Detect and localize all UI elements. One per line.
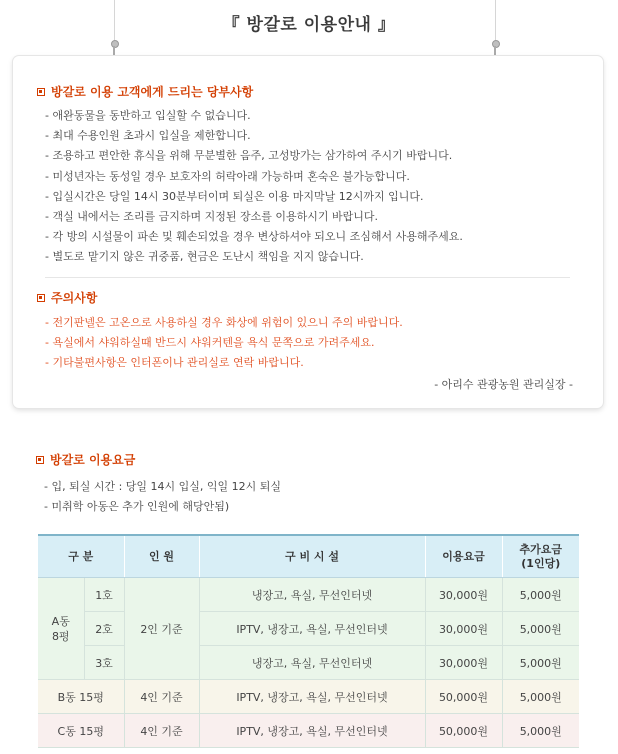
extra-cell: 5,000원 <box>502 578 579 612</box>
fee-cell: 30,000원 <box>425 578 502 612</box>
room-cell: 2호 <box>84 612 124 646</box>
table-header-row <box>38 535 579 578</box>
group-a-line2: 8평 <box>51 629 70 643</box>
extra-cell: 5,000원 <box>502 646 579 680</box>
list-item: - 별도로 맡기지 않은 귀중품, 현금은 도난시 책임을 지지 않습니다. <box>45 250 364 264</box>
square-bullet-icon <box>37 88 45 96</box>
fee-heading <box>36 451 135 468</box>
square-bullet-icon <box>36 456 44 464</box>
people-cell: 4인 기준 <box>124 680 199 714</box>
table-row <box>38 646 579 680</box>
notice-card <box>13 56 603 408</box>
facilities-cell: 냉장고, 욕실, 무선인터넷 <box>199 646 425 680</box>
group-a-line1: A동 <box>51 614 70 628</box>
rules-heading-text: 방갈로 이용 고객에게 드리는 당부사항 <box>51 85 254 99</box>
caution-heading-text: 주의사항 <box>51 291 98 305</box>
header-people: 인 원 <box>124 535 199 578</box>
header-type: 구 분 <box>38 535 124 578</box>
list-item: - 입, 퇴실 시간 : 당일 14시 입실, 익일 12시 퇴실 <box>44 480 282 493</box>
caution-list <box>45 313 403 374</box>
fee-cell: 50,000원 <box>425 680 502 714</box>
list-item: - 미취학 아동은 추가 인원에 해당안됨) <box>44 500 230 513</box>
rules-list <box>45 106 463 268</box>
room-cell: C동 15평 <box>38 714 124 748</box>
rules-heading <box>37 83 253 100</box>
fee-notes <box>44 477 281 517</box>
fee-cell: 30,000원 <box>425 646 502 680</box>
facilities-cell: IPTV, 냉장고, 욕실, 무선인터넷 <box>199 612 425 646</box>
list-item: - 각 방의 시설물이 파손 및 훼손되었을 경우 변상하셔야 되오니 조심해서 사용해주세요. <box>45 230 463 244</box>
people-cell: 2인 기준 <box>124 578 199 680</box>
facilities-cell: IPTV, 냉장고, 욕실, 무선인터넷 <box>199 680 425 714</box>
table-row <box>38 578 579 612</box>
list-item: - 전기판넬은 고온으로 사용하실 경우 화상에 위험이 있으니 주의 바랍니다. <box>45 316 403 329</box>
page-title: 『 방갈로 이용안내 』 <box>222 15 396 35</box>
extra-cell: 5,000원 <box>502 680 579 714</box>
list-item: - 조용하고 편안한 휴식을 위해 무분별한 음주, 고성방가는 삼가하여 주시기 바랍니다. <box>45 149 453 163</box>
header-extra-line1: 추가요금 <box>519 542 562 556</box>
signature: - 아리수 관광농원 관리실장 - <box>434 378 573 391</box>
list-item: - 객실 내에서는 조리를 금지하며 지정된 장소를 이용하시기 바랍니다. <box>45 209 378 223</box>
people-cell: 4인 기준 <box>124 714 199 748</box>
list-item: - 욕실에서 샤워하실때 반드시 샤워커텐을 욕식 문쪽으로 가려주세요. <box>45 336 375 350</box>
list-item: - 기타불편사항은 인터폰이나 관리실로 연락 바랍니다. <box>45 356 304 370</box>
table-row <box>38 680 579 714</box>
facilities-cell: IPTV, 냉장고, 욕실, 무선인터넷 <box>199 714 425 748</box>
room-cell: 3호 <box>84 646 124 680</box>
caution-heading <box>37 289 97 306</box>
facilities-cell: 냉장고, 욕실, 무선인터넷 <box>199 578 425 612</box>
divider <box>45 277 570 278</box>
fee-table <box>38 534 579 748</box>
list-item: - 애완동물을 동반하고 입실할 수 없습니다. <box>45 109 251 122</box>
header-fee: 이용요금 <box>425 535 502 578</box>
extra-cell: 5,000원 <box>502 612 579 646</box>
room-cell: 1호 <box>84 578 124 612</box>
group-a-label <box>38 578 84 680</box>
fee-cell: 30,000원 <box>425 612 502 646</box>
header-facilities: 구 비 시 설 <box>199 535 425 578</box>
fee-cell: 50,000원 <box>425 714 502 748</box>
extra-cell: 5,000원 <box>502 714 579 748</box>
list-item: - 미성년자는 동성일 경우 보호자의 허락아래 가능하며 혼숙은 불가능합니다. <box>45 169 410 183</box>
header-extra-line2: (1인당) <box>521 556 561 570</box>
square-bullet-icon <box>37 294 45 302</box>
table-row <box>38 612 579 646</box>
table-row <box>38 714 579 748</box>
room-cell: B동 15평 <box>38 680 124 714</box>
list-item: - 최대 수용인원 초과시 입실을 제한합니다. <box>45 129 251 143</box>
fee-heading-text: 방갈로 이용요금 <box>50 453 136 467</box>
header-extra <box>502 535 579 578</box>
list-item: - 입실시간은 당일 14시 30분부터이며 퇴실은 이용 마지막날 12시까지 입니다. <box>45 189 424 203</box>
